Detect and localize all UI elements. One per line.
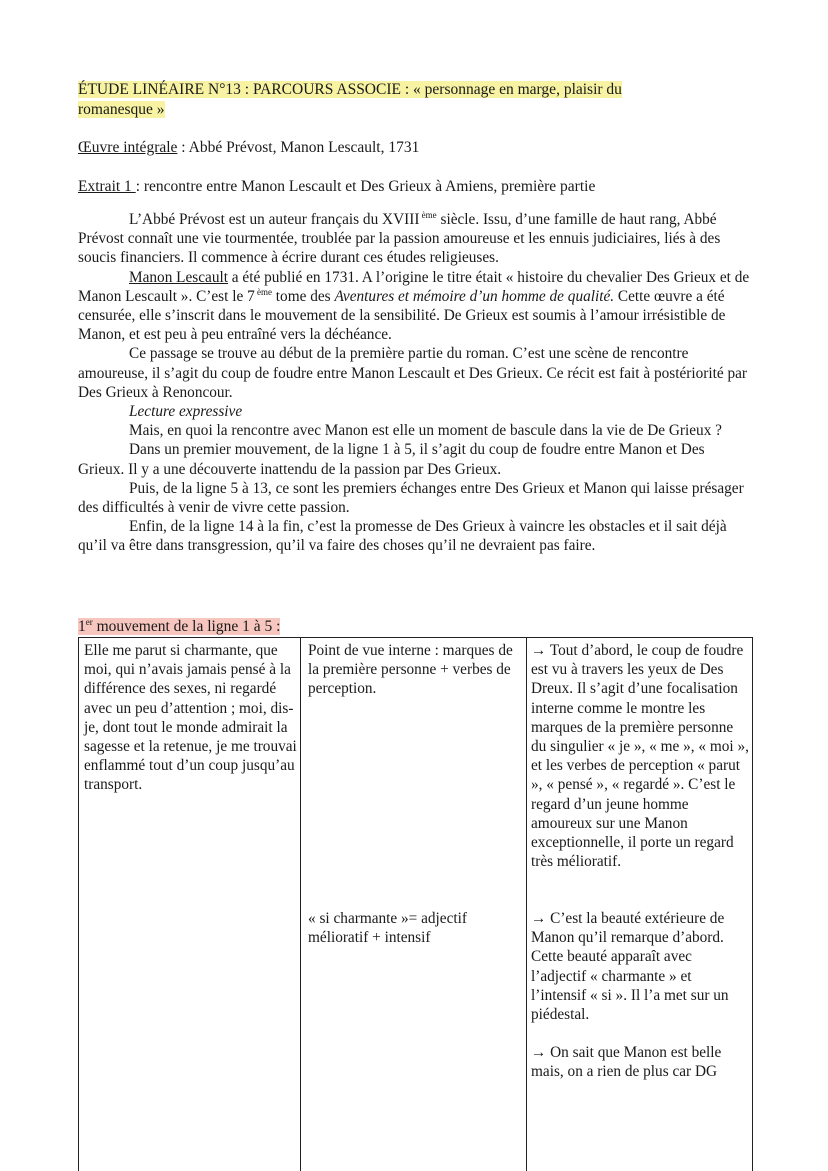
analysis-table: [78, 637, 753, 1171]
procedure-cell: « si charmante »= adjectif mélioratif + intensif: [308, 910, 467, 947]
problematique: Mais, en quoi la rencontre avec Manon est elle un moment de bascule dans la vie de De Grieux ?: [129, 422, 722, 440]
extrait-line: [78, 177, 595, 197]
intro-paragraph: Lecture expressive: [129, 403, 243, 421]
oeuvre-label: Œuvre intégrale: [78, 139, 178, 156]
movement-heading: 1er mouvement de la ligne 1 à 5 :: [78, 616, 281, 635]
quote-cell: Elle me parut si charmante, que moi, qui n’avais jamais pensé à la différence des sexes, ni regardé avec un peu d’attention ; moi, dis-je, dont tout le monde admirait la sagesse et la retenue, je me trouvai enflammé tout d’un coup jusqu’au transport.: [84, 642, 297, 794]
book-title: Manon Lescault: [129, 268, 228, 286]
introduction: [78, 210, 750, 556]
extrait-value: : rencontre entre Manon Lescault et Des Grieux à Amiens, première partie: [135, 178, 596, 195]
analysis-cell: → On sait que Manon est belle mais, on a rien de plus car DG: [531, 1044, 722, 1081]
intro-paragraph: Dans un premier mouvement, de la ligne 1 à 5, il s’agit du coup de foudre entre Manon et Des Grieux. Il y a une découverte inattendu de la passion par Des Grieux.: [78, 441, 705, 478]
intro-paragraph: Ce passage se trouve au début de la première partie du roman. C’est une scène de rencontre amoureuse, il s’agit du coup de foudre entre Manon Lescault et Des Grieux. Ce récit est fait à postériorité par Des Grieux à Renoncour.: [78, 345, 747, 401]
oeuvre-value: : Abbé Prévost, Manon Lescault, 1731: [177, 139, 420, 156]
table-divider: [526, 638, 527, 1171]
title-highlight: ÉTUDE LINÉAIRE N°13 : PARCOURS ASSOCIE : « personnage en marge, plaisir du romanesque »: [78, 81, 622, 118]
intro-paragraph: Enfin, de la ligne 14 à la fin, c’est la promesse de Des Grieux à vaincre les obstacles et il sait déjà qu’il va être dans transgression, qu’il va faire des choses qu’il ne devraient pas faire.: [78, 518, 727, 555]
page-title: [78, 80, 678, 120]
analysis-cell: → C’est la beauté extérieure de Manon qu’il remarque d’abord. Cette beauté apparaît avec l’adjectif « charmante » et l’intensif « si ». Il l’a met sur un piédestal.: [531, 910, 729, 1024]
analysis-cell: → Tout d’abord, le coup de foudre est vu à travers les yeux de Des Dreux. Il s’agit d’une focalisation interne comme le montre les marques de la première personne du singulier « je », « me », « moi », et les verbes de perception « parut », « pensé », « regardé ». C’est le regard d’un jeune homme amoureux sur une Manon exceptionnelle, il porte un regard très mélioratif.: [531, 642, 749, 871]
extrait-label: Extrait 1: [78, 178, 136, 195]
intro-paragraph: Puis, de la ligne 5 à 13, ce sont les premiers échanges entre Des Grieux et Manon qui laisse présager des difficultés à venir de vivre cette passion.: [78, 479, 744, 517]
intro-paragraph: Manon Lescault a été publié en 1731. A l’origine le titre était « histoire du chevalier Des Grieux et de Manon Lescault ». C’est le 7 $^{ème}$ tome des Aventures et mémoire d’un homme de qualité. Cette œuvre a été censurée, elle s’inscrit dans le mouvement de la sensibilité. De Grieux est soumis à l’amour irrésistible de Manon, et est peu à peu entraîné vers la déchéance.: [78, 268, 750, 344]
intro-paragraph: L’Abbé Prévost est un auteur français du XVIII $^{ème}$ siècle. Issu, d’une famille de haut rang, Abbé Prévost connaît une vie tourmentée, troublée par la passion amoureuse et les ennuis judiciaires, liés à des soucis financiers. Il commence à écrire durant ces études religieuses.: [78, 209, 721, 267]
procedure-cell: Point de vue interne : marques de la première personne + verbes de perception.: [308, 642, 513, 698]
table-divider: [300, 638, 301, 1171]
oeuvre-line: [78, 138, 419, 158]
